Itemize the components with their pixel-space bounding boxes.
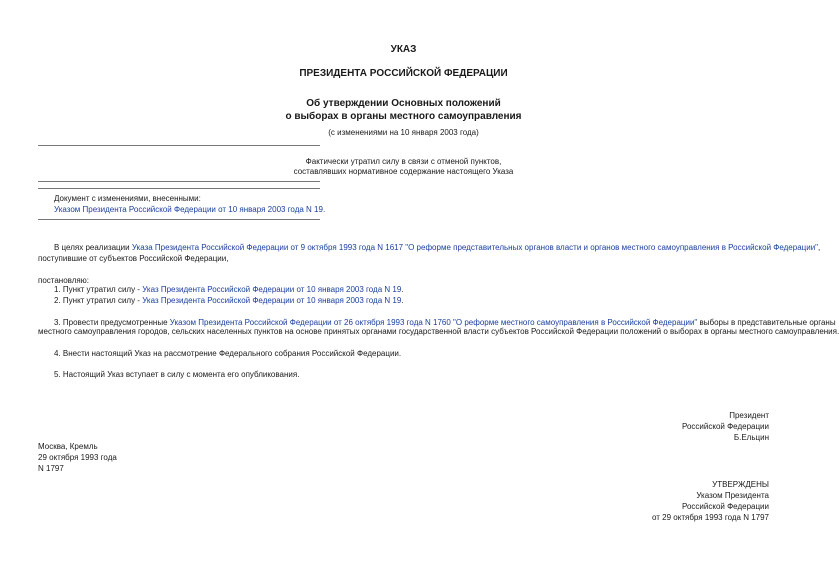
subject-line-2: о выборах в органы местного самоуправления [285, 111, 522, 122]
item-1-text: 1. Пункт утратил силу - [54, 285, 143, 294]
item-2: 2. Пункт утратил силу - Указ Президента Российской Федерации от 10 января 2003 года N 19. [54, 296, 404, 305]
subject-line-1: Об утверждении Основных положений [306, 98, 501, 109]
decree-number: N 1797 [38, 464, 64, 473]
item-2-text: 2. Пункт утратил силу - [54, 296, 143, 305]
amendments-note: (с изменениями на 10 января 2003 года) [328, 128, 479, 137]
approved-date: от 29 октября 1993 года N 1797 [652, 513, 769, 522]
preamble-line-2: поступившие от субъектов Российской Федерации, [38, 254, 229, 263]
status-note-line-1: Фактически утратил силу в связи с отменой пунктов, [305, 157, 502, 166]
item-2-link[interactable]: Указ Президента Российской Федерации от 10 января 2003 года N 19 [142, 296, 402, 305]
changes-link[interactable]: Указом Президента Российской Федерации от 10 января 2003 года N 19. [54, 205, 326, 214]
signature-country: Российской Федерации [682, 422, 769, 431]
preamble-paragraph [54, 243, 820, 253]
preamble-end: , [818, 243, 821, 252]
place-date-block [38, 441, 117, 474]
signature-block [682, 410, 769, 443]
changes-label: Документ с изменениями, внесенными: [54, 194, 201, 203]
decree-word: постановляю: [38, 276, 89, 285]
divider [38, 145, 320, 146]
preamble-decree-link[interactable]: Указа Президента Российской Федерации от 9 октября 1993 года N 1617 "О реформе представительных органов власти и органов местного самоуправления в Российской Федерации" [131, 243, 819, 252]
approved-title: УТВЕРЖДЕНЫ [712, 480, 769, 489]
divider [38, 219, 320, 220]
item-3-text: 3. Провести предусмотренные [54, 318, 170, 327]
signature-title: Президент [729, 411, 769, 420]
preamble-text: В целях реализации [54, 243, 132, 252]
document-type-title: УКАЗ [390, 44, 417, 55]
approved-by: Указом Президента [696, 491, 769, 500]
divider [38, 181, 320, 182]
date: 29 октября 1993 года [38, 453, 117, 462]
item-5: 5. Настоящий Указ вступает в силу с момента его опубликования. [54, 370, 300, 379]
approved-country: Российской Федерации [682, 502, 769, 511]
item-3-link[interactable]: Указом Президента Российской Федерации от 26 октября 1993 года N 1760 "О реформе местного самоуправления в Российской Федерации" [169, 318, 698, 327]
place: Москва, Кремль [38, 442, 98, 451]
document-subject [0, 97, 807, 123]
item-3: 3. Провести предусмотренные Указом Президента Российской Федерации от 26 октября 1993 года N 1760 "О реформе местного самоуправления в Российской Федерации" выборы в представительные органы [54, 318, 836, 327]
signature-name: Б.Ельцин [733, 433, 769, 442]
item-3-line-2: местного самоуправления городов, сельских населенных пунктов на основе принятых органами государственной власти субъектов Российской Федерации положений о выборах в органы местного самоуправления. [38, 327, 839, 336]
item-4: 4. Внести настоящий Указ на рассмотрение Федерального собрания Российской Федерации. [54, 349, 402, 358]
status-note-line-2: составлявших нормативное содержание настоящего Указа [293, 167, 514, 176]
approved-block [652, 479, 769, 523]
divider [38, 188, 320, 189]
item-1: 1. Пункт утратил силу - Указ Президента Российской Федерации от 10 января 2003 года N 19. [54, 285, 404, 294]
issuer-title: ПРЕЗИДЕНТА РОССИЙСКОЙ ФЕДЕРАЦИИ [299, 68, 508, 79]
status-note [0, 157, 807, 177]
item-1-link[interactable]: Указ Президента Российской Федерации от 10 января 2003 года N 19 [142, 285, 402, 294]
